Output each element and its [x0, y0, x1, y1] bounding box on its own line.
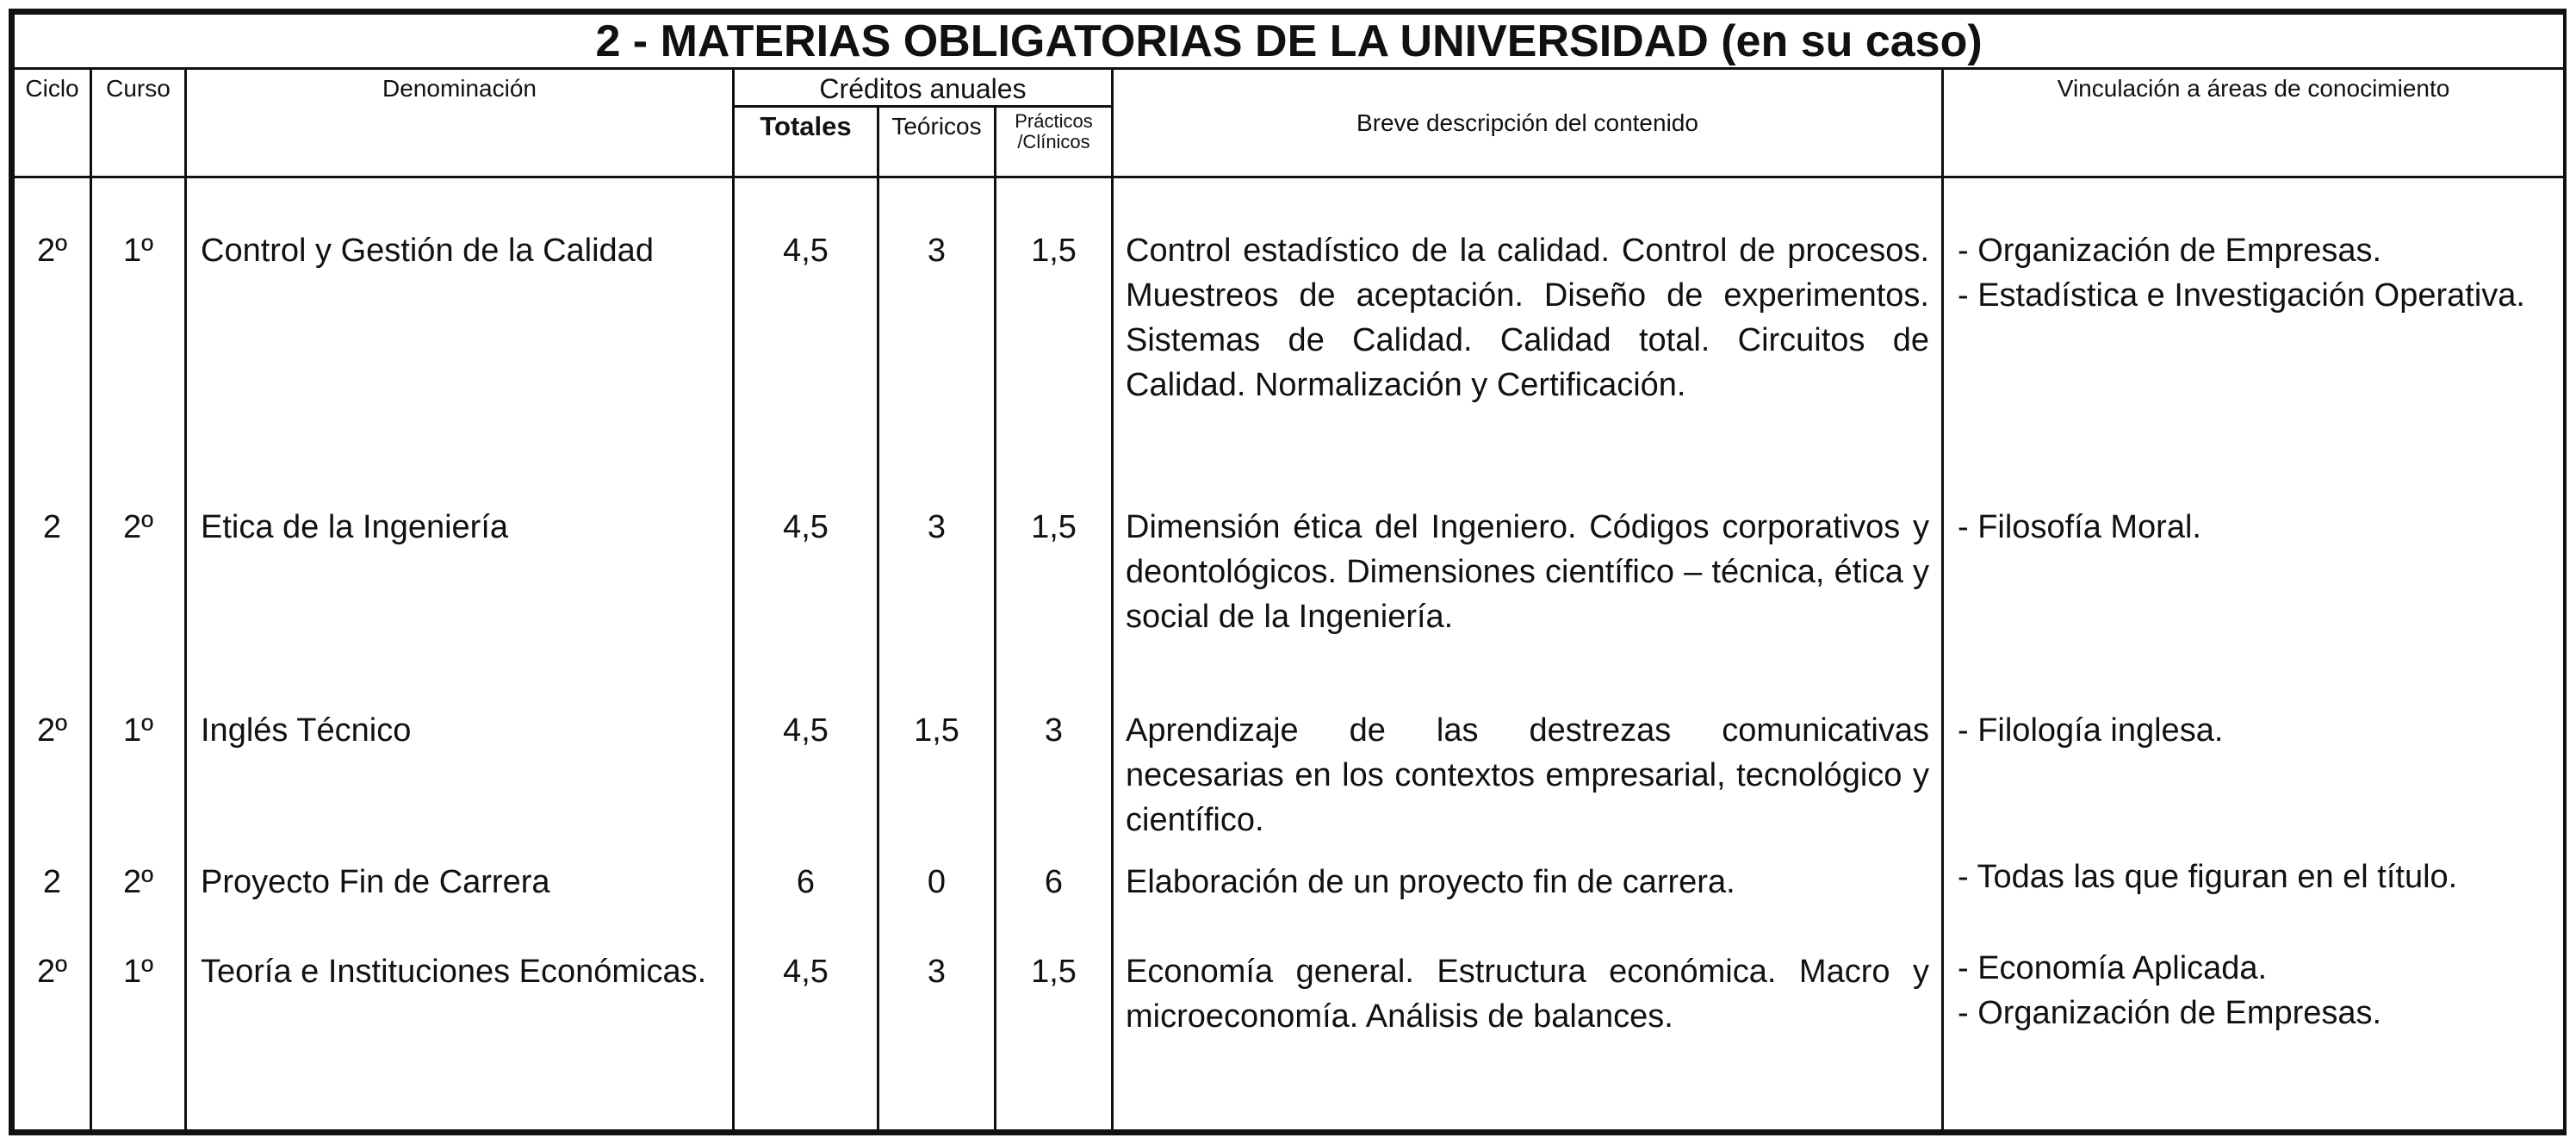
cell-curso: 2º	[91, 842, 186, 937]
cell-areas	[1943, 677, 2565, 842]
cell-ciclo: 2º	[14, 937, 91, 1131]
header-descripcion: Breve descripción del contenido	[1113, 69, 1943, 177]
subjects-table	[12, 12, 2566, 1132]
cell-totales: 6	[734, 842, 878, 937]
cell-ciclo: 2	[14, 455, 91, 677]
cell-practicos: 1,5	[996, 177, 1113, 455]
cell-descripcion: Dimensión ética del Ingeniero. Códigos corporativos y deontológicos. Dimensiones científico – técnica, ética y social de la Ingeniería.	[1113, 455, 1943, 677]
header-teoricos: Teóricos	[878, 107, 996, 177]
document-sheet	[9, 9, 2567, 1135]
header-denominacion: Denominación	[186, 69, 734, 177]
cell-areas	[1943, 842, 2565, 937]
cell-denominacion: Teoría e Instituciones Económicas.	[186, 937, 734, 1131]
cell-descripcion: Elaboración de un proyecto fin de carrera.	[1113, 842, 1943, 937]
cell-denominacion: Etica de la Ingeniería	[186, 455, 734, 677]
cell-teoricos: 1,5	[878, 677, 996, 842]
cell-denominacion: Control y Gestión de la Calidad	[186, 177, 734, 455]
cell-ciclo: 2º	[14, 177, 91, 455]
cell-practicos: 1,5	[996, 937, 1113, 1131]
cell-totales: 4,5	[734, 177, 878, 455]
cell-ciclo: 2	[14, 842, 91, 937]
table-row	[14, 177, 2565, 455]
page-title: 2 - MATERIAS OBLIGATORIAS DE LA UNIVERSIDAD (en su caso)	[595, 16, 1983, 66]
header-curso: Curso	[91, 69, 186, 177]
cell-areas	[1943, 455, 2565, 677]
area-item: - Economía Aplicada.	[1958, 949, 2268, 986]
cell-denominacion: Proyecto Fin de Carrera	[186, 842, 734, 937]
table-row	[14, 937, 2565, 1131]
cell-curso: 1º	[91, 937, 186, 1131]
header-vinculacion: Vinculación a áreas de conocimiento	[1943, 69, 2565, 177]
cell-denominacion: Inglés Técnico	[186, 677, 734, 842]
title-cell	[14, 14, 2565, 69]
cell-totales: 4,5	[734, 677, 878, 842]
table-row	[14, 842, 2565, 937]
cell-teoricos: 3	[878, 937, 996, 1131]
cell-curso: 2º	[91, 455, 186, 677]
header-practicos: Prácticos /Clínicos	[996, 107, 1113, 177]
table-row	[14, 677, 2565, 842]
area-item: - Estadística e Investigación Operativa.	[1958, 277, 2525, 314]
cell-practicos: 6	[996, 842, 1113, 937]
header-ciclo: Ciclo	[14, 69, 91, 177]
table-row	[14, 455, 2565, 677]
area-item: - Filología inglesa.	[1958, 712, 2224, 749]
cell-areas	[1943, 177, 2565, 455]
area-item: - Filosofía Moral.	[1958, 508, 2201, 545]
cell-teoricos: 0	[878, 842, 996, 937]
cell-teoricos: 3	[878, 177, 996, 455]
header-creditos-anuales: Créditos anuales	[734, 69, 1113, 107]
header-totales: Totales	[734, 107, 878, 177]
cell-areas	[1943, 937, 2565, 1131]
area-item: - Organización de Empresas.	[1958, 994, 2382, 1031]
cell-practicos: 1,5	[996, 455, 1113, 677]
cell-descripcion: Economía general. Estructura económica. Macro y microeconomía. Análisis de balances.	[1113, 937, 1943, 1131]
cell-curso: 1º	[91, 677, 186, 842]
cell-teoricos: 3	[878, 455, 996, 677]
area-item: - Todas las que figuran en el título.	[1958, 858, 2458, 895]
cell-descripcion: Control estadístico de la calidad. Control de procesos. Muestreos de aceptación. Diseño de experimentos. Sistemas de Calidad. Calidad total. Circuitos de Calidad. Normalización y Certificación.	[1113, 177, 1943, 455]
area-item: - Organización de Empresas.	[1958, 233, 2382, 269]
cell-curso: 1º	[91, 177, 186, 455]
cell-ciclo: 2º	[14, 677, 91, 842]
cell-practicos: 3	[996, 677, 1113, 842]
cell-totales: 4,5	[734, 937, 878, 1131]
cell-totales: 4,5	[734, 455, 878, 677]
cell-descripcion: Aprendizaje de las destrezas comunicativas necesarias en los contextos empresarial, tecnológico y científico.	[1113, 677, 1943, 842]
